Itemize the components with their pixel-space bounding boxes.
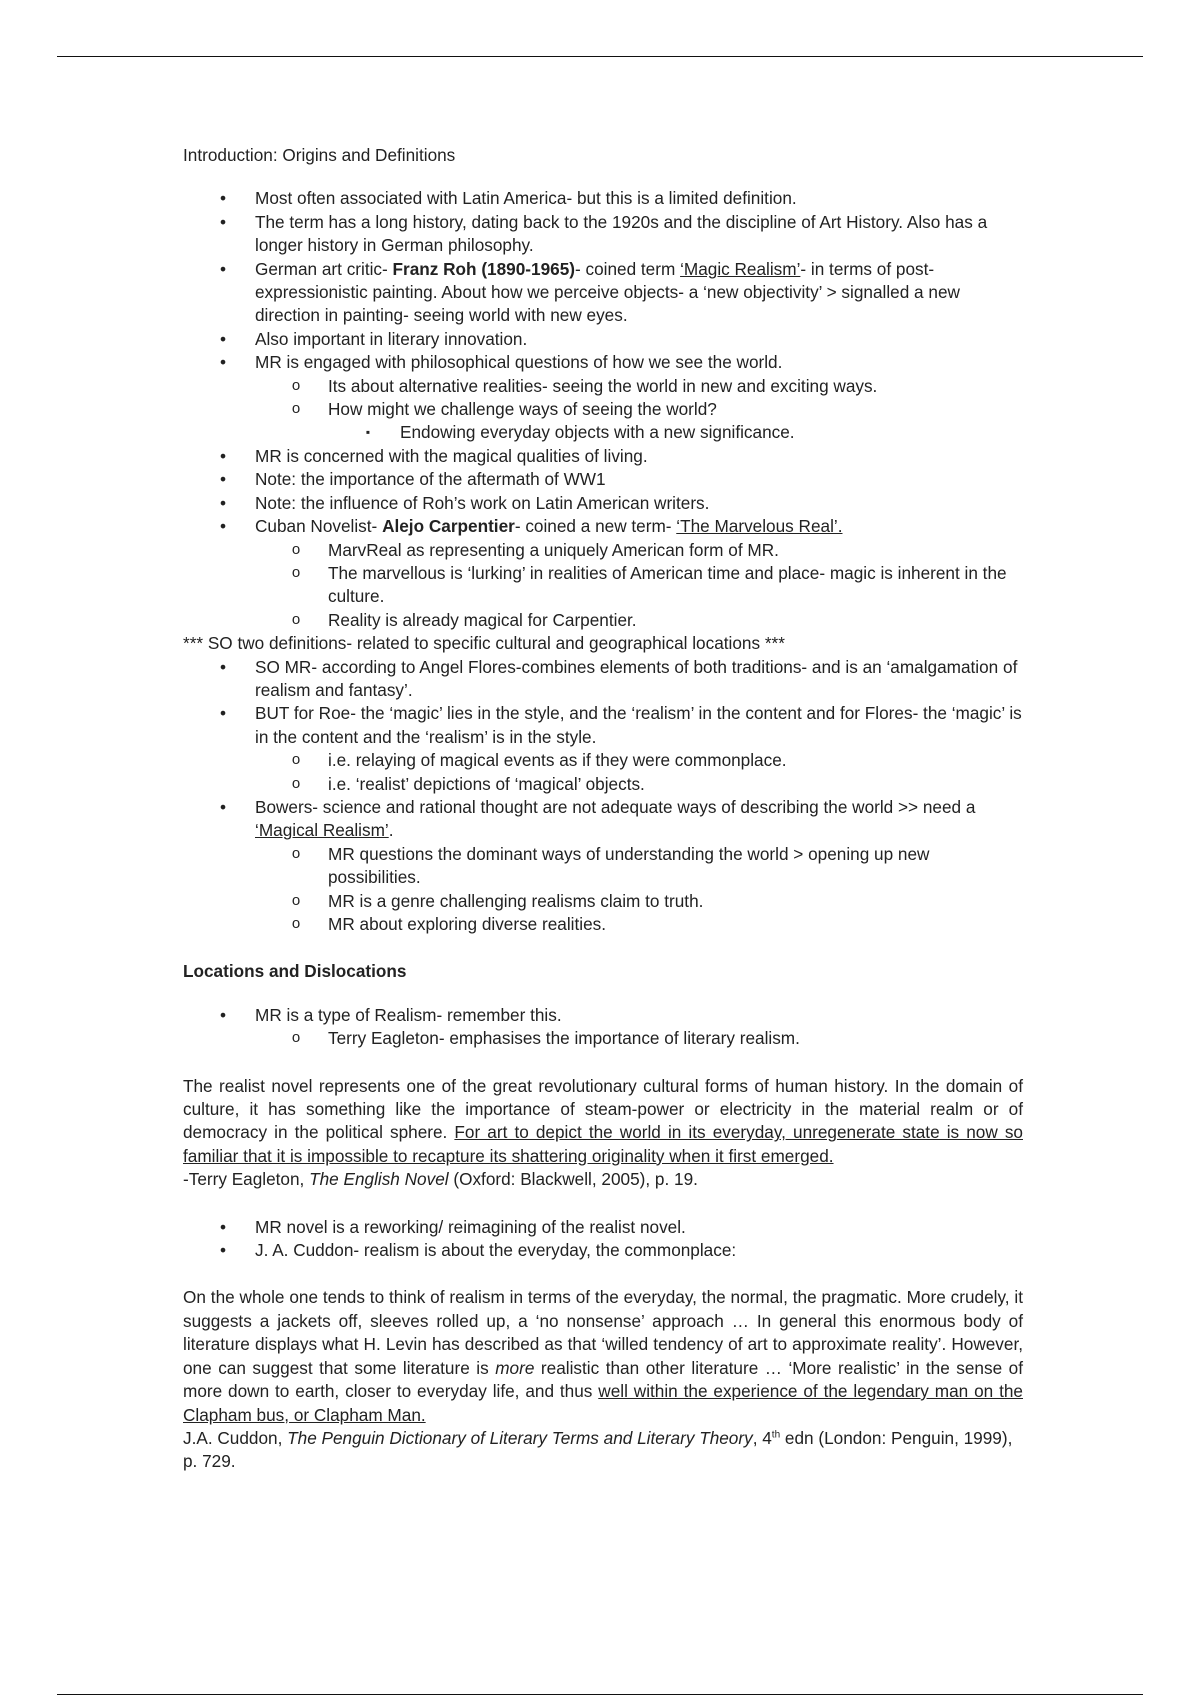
bullet-marker: •: [219, 656, 227, 677]
list-item: • German art critic- Franz Roh (1890-1965)- coined term ‘Magic Realism’- in terms of post-expressionistic painting. About how we perceive objects- a ‘new objectivity’ > signalled a new direction in painting- seeing world with new eyes.: [183, 258, 1023, 328]
sub-list-item: o Its about alternative realities- seeing the world in new and exciting ways.: [291, 375, 878, 396]
bullet-marker: •: [219, 211, 227, 232]
bullet-marker: •: [219, 1240, 227, 1261]
document-body: [183, 144, 1023, 1474]
bullet-marker: •: [219, 1216, 227, 1237]
sub-list-item: o Terry Eagleton- emphasises the importance of literary realism.: [291, 1028, 800, 1049]
list-item: • MR is concerned with the magical qualities of living.: [183, 445, 1023, 468]
list-item: • Most often associated with Latin America- but this is a limited definition.: [183, 187, 1023, 210]
sub-list-item: o The marvellous is ‘lurking’ in realities of American time and place- magic is inherent in the culture.: [291, 562, 1007, 607]
circle-marker: o: [291, 400, 301, 418]
bullet-marker: •: [219, 469, 227, 490]
sub-list-item: o MR questions the dominant ways of understanding the world > opening up new possibilities.: [291, 843, 930, 888]
circle-marker: o: [291, 844, 301, 862]
sub-list-item: o How might we challenge ways of seeing the world?: [291, 399, 717, 420]
marvelous-real-term: ‘The Marvelous Real’.: [676, 516, 843, 537]
magical-realism-term: ‘Magical Realism’: [255, 820, 389, 841]
bullet-marker: •: [219, 796, 227, 817]
footer-rule: [57, 1694, 1143, 1695]
list-item: • MR is engaged with philosophical questions of how we see the world.: [183, 351, 1023, 374]
cuddon-citation: J.A. Cuddon, The Penguin Dictionary of Literary Terms and Literary Theory, 4th edn (London: Penguin, 1999), p. 729.: [183, 1427, 1013, 1472]
circle-marker: o: [291, 563, 301, 581]
bullet-marker: •: [219, 188, 227, 209]
bullet-marker: •: [219, 1004, 227, 1025]
locations-bullet-list: [183, 1004, 1023, 1051]
sub-list-item: o i.e. ‘realist’ depictions of ‘magical’ objects.: [291, 773, 645, 794]
intro-bullet-list: [183, 187, 1023, 632]
eagleton-quote: The realist novel represents one of the great revolutionary cultural forms of human history. In the domain of culture, it has something like the importance of steam-power or electricity in the material realm or of democracy in the political sphere. For art to depict the world in its everyday, unregenerate state is now so familiar that it is impossible to recapture its shattering originality when it first emerged.: [183, 1075, 1023, 1166]
alejo-carpentier-name: Alejo Carpentier: [382, 516, 515, 537]
sub-list-item: o MR about exploring diverse realities.: [291, 914, 606, 934]
circle-marker: o: [291, 891, 301, 909]
eagleton-citation: -Terry Eagleton, The English Novel (Oxford: Blackwell, 2005), p. 19.: [183, 1169, 698, 1190]
list-item: • MR novel is a reworking/ reimagining of the realist novel.: [183, 1216, 1023, 1239]
list-item: • Note: the influence of Roh’s work on Latin American writers.: [183, 492, 1023, 515]
bullet-marker: •: [219, 516, 227, 537]
bullet-marker: •: [219, 703, 227, 724]
list-item: • SO MR- according to Angel Flores-combines elements of both traditions- and is an ‘amalgamation of realism and fantasy’.: [183, 656, 1023, 703]
sub-list-item: o MarvReal as representing a uniquely American form of MR.: [291, 539, 779, 560]
magic-realism-term: ‘Magic Realism’: [680, 258, 801, 279]
circle-marker: o: [291, 751, 301, 769]
realism-bullet-list: [183, 1216, 1023, 1263]
bullet-marker: •: [219, 352, 227, 373]
sub-list-item: o Reality is already magical for Carpentier.: [291, 609, 637, 630]
sub-list-item: o i.e. relaying of magical events as if they were commonplace.: [291, 750, 787, 771]
list-item: • Note: the importance of the aftermath of WW1: [183, 468, 1023, 491]
list-item: • The term has a long history, dating back to the 1920s and the discipline of Art History. Also has a longer history in German philosophy.: [183, 211, 1023, 258]
square-marker: ▪: [365, 425, 371, 440]
list-item: • Bowers- science and rational thought are not adequate ways of describing the world >> need a ‘Magical Realism’.: [183, 796, 1023, 843]
list-item: • BUT for Roe- the ‘magic’ lies in the style, and the ‘realism’ in the content and for Flores- the ‘magic’ is in the content and the ‘realism’ is in the style.: [183, 702, 1023, 749]
two-definitions-note: *** SO two definitions- related to specific cultural and geographical locations ***: [183, 633, 785, 654]
sub-list-item: o MR is a genre challenging realisms claim to truth.: [291, 890, 704, 911]
circle-marker: o: [291, 540, 301, 558]
section-heading-introduction: Introduction: Origins and Definitions: [183, 145, 456, 165]
list-item: • Cuban Novelist- Alejo Carpentier- coined a new term- ‘The Marvelous Real’.: [183, 515, 1023, 538]
franz-roh-name: Franz Roh (1890-1965): [392, 258, 575, 279]
bullet-marker: •: [219, 258, 227, 279]
circle-marker: o: [291, 774, 301, 792]
sub-sub-list-item: ▪ Endowing everyday objects with a new significance.: [183, 421, 1023, 444]
bullet-marker: •: [219, 445, 227, 466]
definitions-bullet-list: [183, 656, 1023, 937]
circle-marker: o: [291, 376, 301, 394]
bullet-marker: •: [219, 492, 227, 513]
cuddon-quote: On the whole one tends to think of realism in terms of the everyday, the normal, the pragmatic. More crudely, it suggests a jackets off, sleeves rolled up, a ‘no nonsense’ approach … In general this enormous body of literature displays what H. Levin has described as that ‘willed tendency of art to approximate reality’. However, one can suggest that some literature is more realistic than other literature … ‘More realistic’ in the sense of more down to earth, closer to everyday life, and thus well within the experience of the legendary man on the Clapham bus, or Clapham Man.: [183, 1287, 1023, 1425]
circle-marker: o: [291, 610, 301, 628]
list-item: • J. A. Cuddon- realism is about the everyday, the commonplace:: [183, 1239, 1023, 1262]
circle-marker: o: [291, 1029, 301, 1047]
list-item: • MR is a type of Realism- remember this.: [183, 1004, 1023, 1027]
circle-marker: o: [291, 915, 301, 932]
section-heading-locations: Locations and Dislocations: [183, 961, 407, 982]
list-item: • Also important in literary innovation.: [183, 328, 1023, 351]
bullet-marker: •: [219, 328, 227, 349]
header-rule: [57, 56, 1143, 57]
